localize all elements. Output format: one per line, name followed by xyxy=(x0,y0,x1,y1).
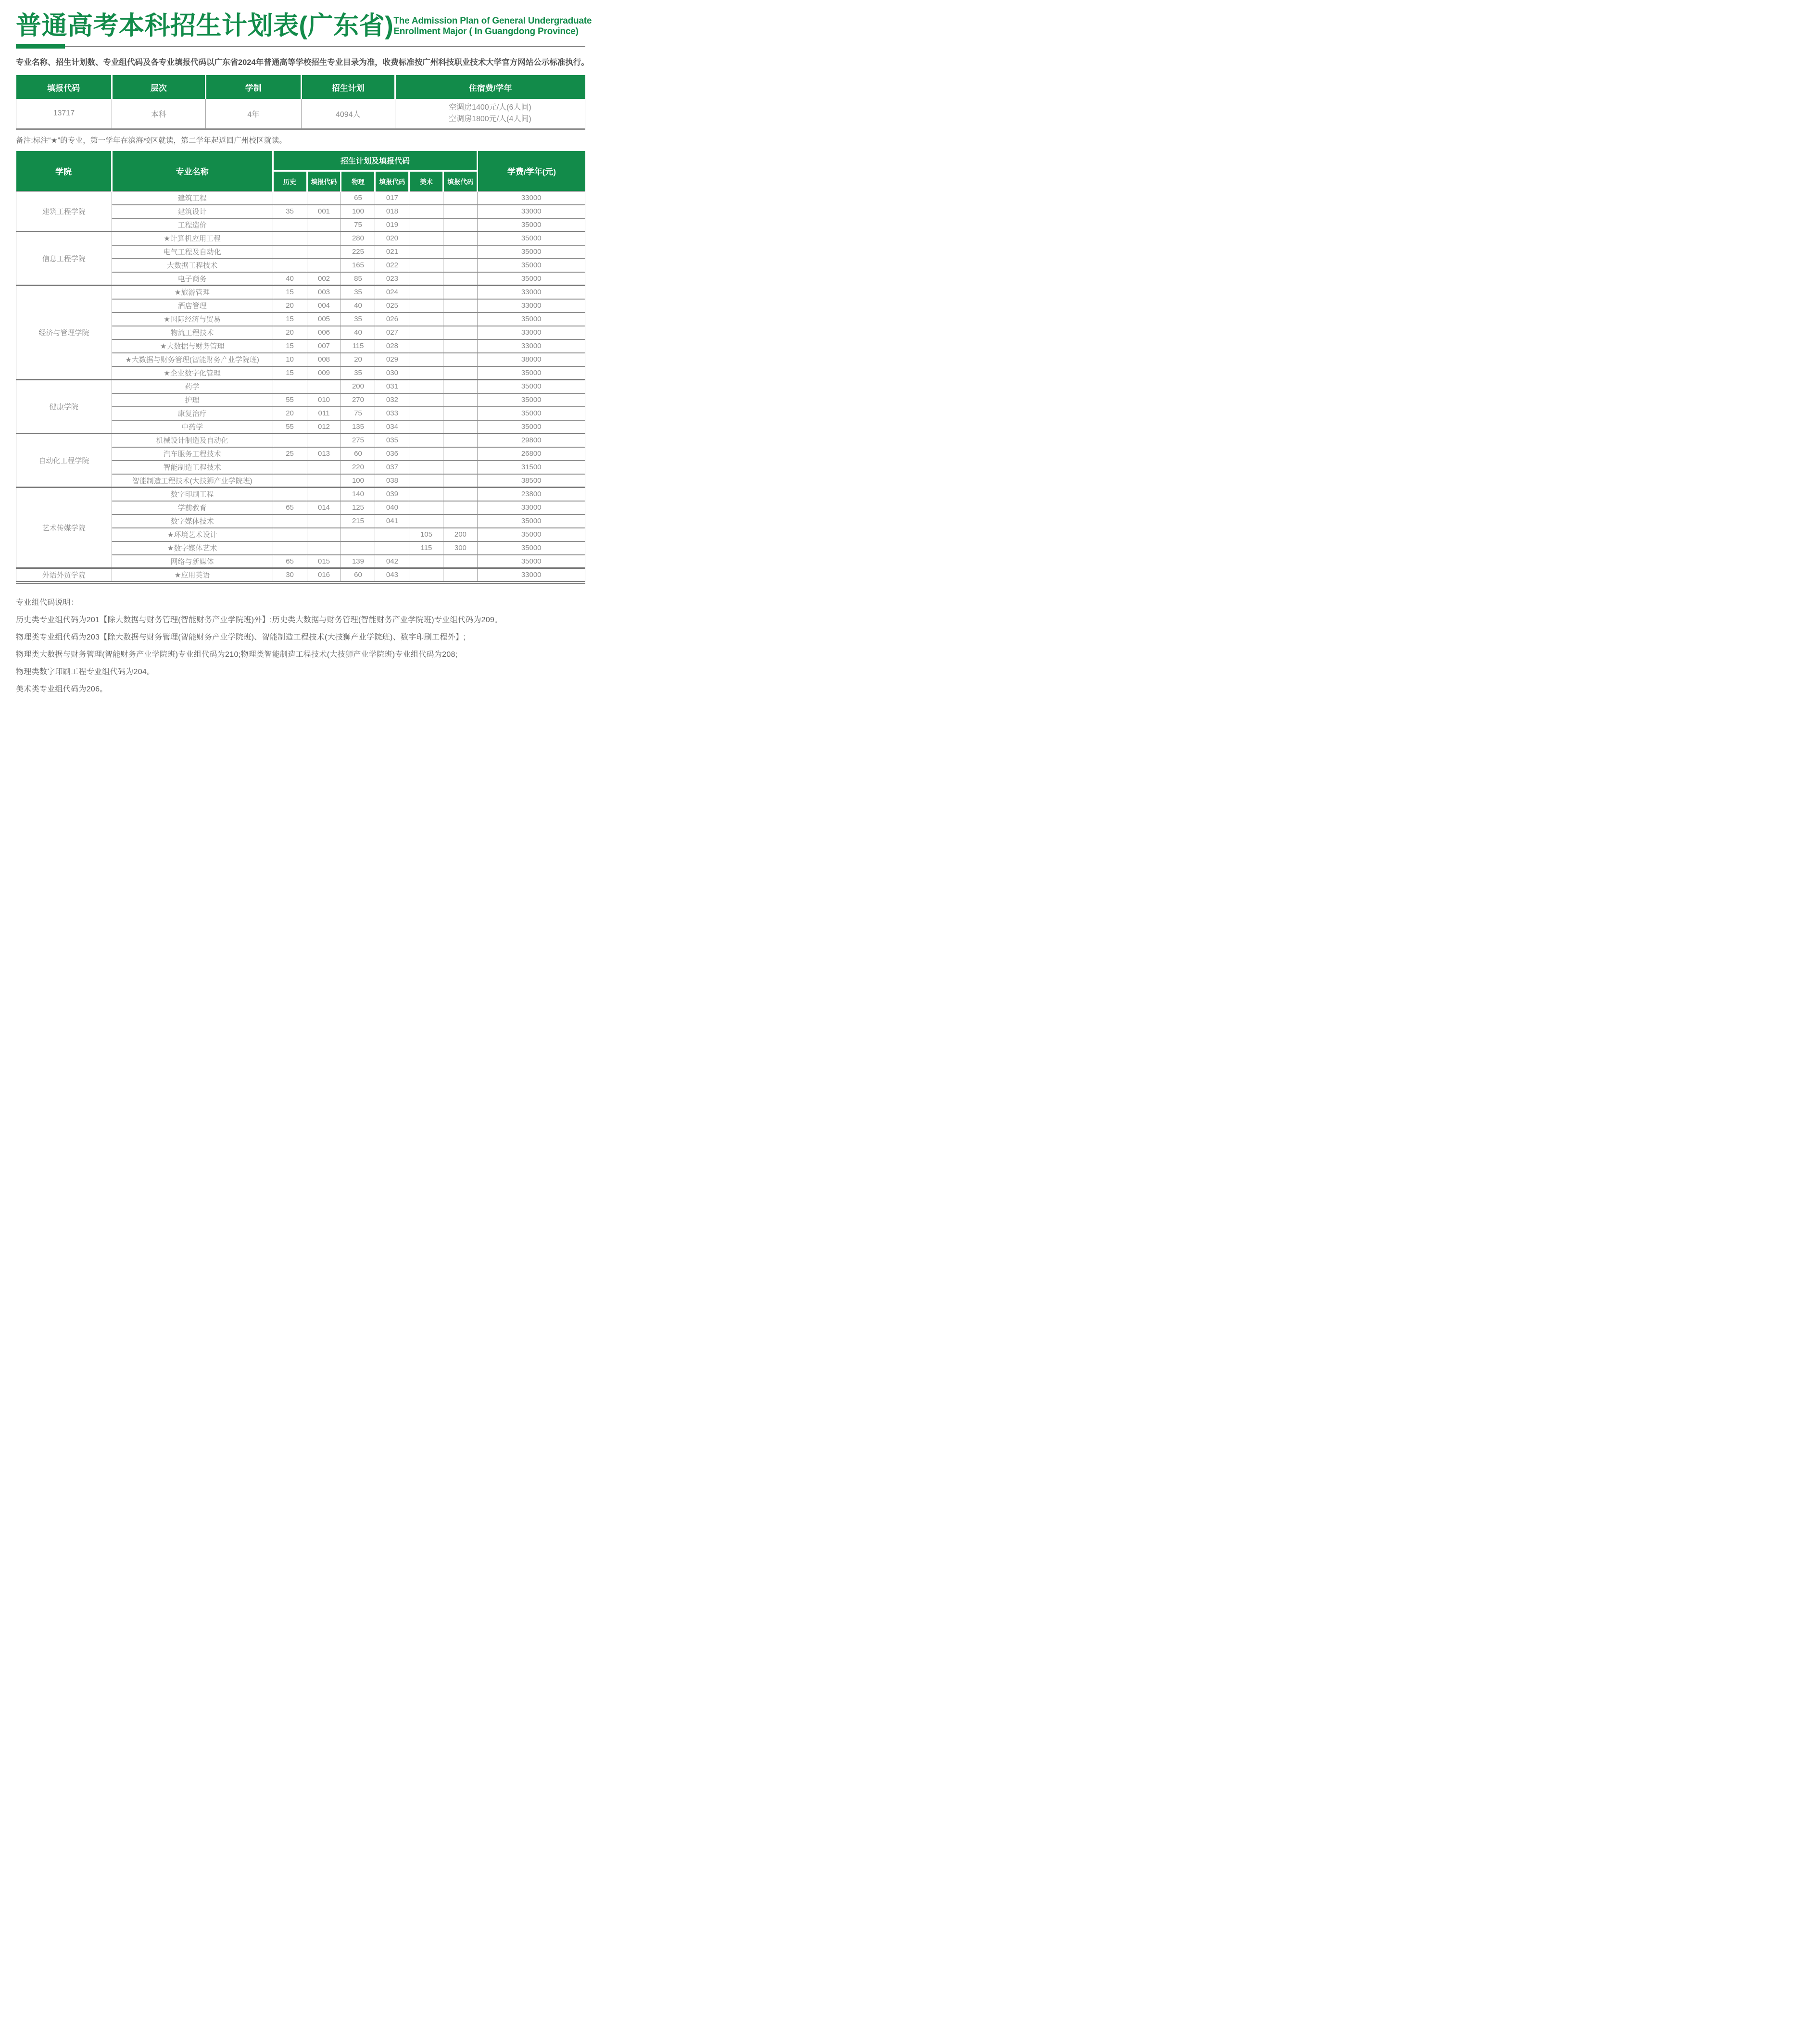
art-plan-cell xyxy=(409,555,443,568)
major-cell: 建筑工程 xyxy=(112,191,273,205)
summary-plan-cell: 4094人 xyxy=(301,99,395,129)
fee-cell: 35000 xyxy=(478,393,585,407)
art-plan-cell xyxy=(409,245,443,259)
header-major: 专业名称 xyxy=(112,151,273,191)
fee-cell: 33000 xyxy=(478,286,585,299)
summary-level-cell: 本科 xyxy=(112,99,205,129)
fee-cell: 35000 xyxy=(478,528,585,541)
history-plan-cell xyxy=(273,191,307,205)
physics-code-cell: 033 xyxy=(375,407,409,420)
physics-plan-cell: 225 xyxy=(341,245,375,259)
physics-code-cell: 027 xyxy=(375,326,409,339)
fee-cell: 33000 xyxy=(478,326,585,339)
summary-hostel-cell xyxy=(395,99,585,129)
art-code-cell xyxy=(443,420,478,434)
major-cell: 酒店管理 xyxy=(112,299,273,313)
college-cell: 自动化工程学院 xyxy=(16,434,112,488)
history-plan-cell: 20 xyxy=(273,299,307,313)
physics-plan-cell xyxy=(341,541,375,555)
art-code-cell xyxy=(443,514,478,528)
footnote-line-physics-print: 物理类数字印刷工程专业组代码为204。 xyxy=(16,668,155,677)
history-code-cell: 011 xyxy=(307,407,341,420)
physics-code-cell: 031 xyxy=(375,380,409,393)
art-code-cell xyxy=(443,245,478,259)
history-plan-cell: 30 xyxy=(273,568,307,583)
hostel-fee-line2: 空调房1800元/人(4人间) xyxy=(449,115,531,124)
art-plan-cell xyxy=(409,232,443,245)
history-code-cell xyxy=(307,434,341,447)
header-physics-code: 填报代码 xyxy=(375,171,409,191)
art-code-cell xyxy=(443,488,478,501)
history-plan-cell: 20 xyxy=(273,326,307,339)
art-code-cell xyxy=(443,461,478,474)
summary-table xyxy=(16,75,585,130)
physics-plan-cell: 60 xyxy=(341,568,375,583)
physics-plan-cell: 75 xyxy=(341,218,375,232)
art-plan-cell xyxy=(409,191,443,205)
major-cell: 建筑设计 xyxy=(112,205,273,218)
art-plan-cell xyxy=(409,447,443,461)
history-plan-cell: 15 xyxy=(273,339,307,353)
art-plan-cell xyxy=(409,420,443,434)
physics-code-cell: 032 xyxy=(375,393,409,407)
header-history: 历史 xyxy=(273,171,307,191)
art-plan-cell xyxy=(409,568,443,583)
history-code-cell: 015 xyxy=(307,555,341,568)
header-art-code: 填报代码 xyxy=(443,171,478,191)
art-code-cell xyxy=(443,474,478,488)
physics-code-cell: 038 xyxy=(375,474,409,488)
physics-code-cell: 018 xyxy=(375,205,409,218)
footnote-line-physics: 物理类专业组代码为203【除大数据与财务管理(智能财务产业学院班)、智能制造工程技术(大技狮产业学院班)、数字印刷工程外】; xyxy=(16,633,466,642)
art-plan-cell xyxy=(409,353,443,366)
history-plan-cell: 25 xyxy=(273,447,307,461)
summary-header-code: 填报代码 xyxy=(16,75,112,99)
art-code-cell xyxy=(443,447,478,461)
history-code-cell: 004 xyxy=(307,299,341,313)
history-code-cell: 002 xyxy=(307,272,341,286)
fee-cell: 35000 xyxy=(478,272,585,286)
major-cell: 网络与新媒体 xyxy=(112,555,273,568)
page-title-english-line2: Enrollment Major ( In Guangdong Province) xyxy=(393,26,579,37)
physics-code-cell: 040 xyxy=(375,501,409,514)
physics-plan-cell: 100 xyxy=(341,474,375,488)
major-cell: 电子商务 xyxy=(112,272,273,286)
hostel-fee-line1: 空调房1400元/人(6人间) xyxy=(449,103,531,112)
history-plan-cell: 10 xyxy=(273,353,307,366)
history-code-cell xyxy=(307,541,341,555)
page-header xyxy=(16,12,592,40)
footnote-line-history: 历史类专业组代码为201【除大数据与财务管理(智能财务产业学院班)外】;历史类大数据与财务管理(智能财务产业学院班)专业组代码为209。 xyxy=(16,616,503,625)
art-plan-cell xyxy=(409,393,443,407)
plan-row xyxy=(16,488,585,501)
physics-plan-cell: 165 xyxy=(341,259,375,272)
major-cell: ★数字媒体艺术 xyxy=(112,541,273,555)
art-plan-cell xyxy=(409,461,443,474)
major-cell: 电气工程及自动化 xyxy=(112,245,273,259)
art-plan-cell xyxy=(409,313,443,326)
physics-code-cell: 026 xyxy=(375,313,409,326)
history-plan-cell: 15 xyxy=(273,286,307,299)
art-code-cell xyxy=(443,434,478,447)
major-cell: 汽车服务工程技术 xyxy=(112,447,273,461)
plan-table-head xyxy=(16,151,585,191)
art-code-cell xyxy=(443,313,478,326)
college-cell: 艺术传媒学院 xyxy=(16,488,112,568)
physics-plan-cell: 100 xyxy=(341,205,375,218)
history-plan-cell xyxy=(273,461,307,474)
history-code-cell: 012 xyxy=(307,420,341,434)
history-plan-cell xyxy=(273,528,307,541)
plan-row xyxy=(16,286,585,299)
fee-cell: 23800 xyxy=(478,488,585,501)
physics-code-cell: 024 xyxy=(375,286,409,299)
footnote-line-art: 美术类专业组代码为206。 xyxy=(16,685,108,694)
history-code-cell xyxy=(307,380,341,393)
physics-code-cell: 022 xyxy=(375,259,409,272)
art-code-cell xyxy=(443,568,478,583)
summary-table-head xyxy=(16,75,585,99)
physics-plan-cell: 139 xyxy=(341,555,375,568)
fee-cell: 35000 xyxy=(478,366,585,380)
page-title: 普通高考本科招生计划表(广东省) xyxy=(16,12,394,40)
plan-row xyxy=(16,191,585,205)
physics-plan-cell: 140 xyxy=(341,488,375,501)
physics-code-cell: 023 xyxy=(375,272,409,286)
physics-plan-cell: 20 xyxy=(341,353,375,366)
history-plan-cell: 65 xyxy=(273,555,307,568)
physics-code-cell: 030 xyxy=(375,366,409,380)
art-plan-cell xyxy=(409,218,443,232)
physics-plan-cell: 35 xyxy=(341,313,375,326)
fee-cell: 33000 xyxy=(478,299,585,313)
plan-row xyxy=(16,568,585,583)
history-plan-cell: 65 xyxy=(273,501,307,514)
history-plan-cell: 55 xyxy=(273,420,307,434)
art-code-cell xyxy=(443,191,478,205)
remark-note: 备注:标注“★”的专业，第一学年在滨海校区就读，第二学年起返回广州校区就读。 xyxy=(16,136,287,145)
header-physics: 物理 xyxy=(341,171,375,191)
major-cell: 药学 xyxy=(112,380,273,393)
art-plan-cell xyxy=(409,272,443,286)
major-cell: 工程造价 xyxy=(112,218,273,232)
physics-plan-cell: 40 xyxy=(341,326,375,339)
physics-code-cell: 028 xyxy=(375,339,409,353)
physics-plan-cell: 200 xyxy=(341,380,375,393)
fee-cell: 35000 xyxy=(478,514,585,528)
fee-cell: 35000 xyxy=(478,541,585,555)
major-cell: ★计算机应用工程 xyxy=(112,232,273,245)
physics-plan-cell: 125 xyxy=(341,501,375,514)
plan-table xyxy=(16,151,585,584)
plan-row xyxy=(16,232,585,245)
art-code-cell xyxy=(443,286,478,299)
summary-header-hostel: 住宿费/学年 xyxy=(395,75,585,99)
major-cell: ★大数据与财务管理 xyxy=(112,339,273,353)
art-plan-cell xyxy=(409,434,443,447)
history-plan-cell: 35 xyxy=(273,205,307,218)
plan-row xyxy=(16,434,585,447)
footnote-title: 专业组代码说明： xyxy=(16,599,79,607)
art-plan-cell xyxy=(409,407,443,420)
physics-code-cell xyxy=(375,528,409,541)
physics-code-cell: 037 xyxy=(375,461,409,474)
history-plan-cell xyxy=(273,259,307,272)
physics-code-cell xyxy=(375,541,409,555)
header-college: 学院 xyxy=(16,151,112,191)
history-plan-cell: 15 xyxy=(273,366,307,380)
fee-cell: 35000 xyxy=(478,313,585,326)
physics-plan-cell: 75 xyxy=(341,407,375,420)
major-cell: ★环境艺术设计 xyxy=(112,528,273,541)
art-code-cell xyxy=(443,218,478,232)
major-cell: 康复治疗 xyxy=(112,407,273,420)
physics-code-cell: 042 xyxy=(375,555,409,568)
fee-cell: 26800 xyxy=(478,447,585,461)
art-code-cell xyxy=(443,272,478,286)
physics-code-cell: 021 xyxy=(375,245,409,259)
physics-code-cell: 041 xyxy=(375,514,409,528)
major-cell: 数字印刷工程 xyxy=(112,488,273,501)
admission-plan-page xyxy=(0,0,601,729)
art-plan-cell xyxy=(409,259,443,272)
fee-cell: 35000 xyxy=(478,420,585,434)
art-code-cell xyxy=(443,555,478,568)
art-code-cell xyxy=(443,366,478,380)
art-code-cell xyxy=(443,393,478,407)
fee-cell: 35000 xyxy=(478,218,585,232)
plan-row xyxy=(16,380,585,393)
physics-code-cell: 039 xyxy=(375,488,409,501)
history-code-cell: 010 xyxy=(307,393,341,407)
major-cell: 数字媒体技术 xyxy=(112,514,273,528)
art-code-cell xyxy=(443,299,478,313)
art-code-cell xyxy=(443,380,478,393)
history-plan-cell xyxy=(273,541,307,555)
major-cell: ★国际经济与贸易 xyxy=(112,313,273,326)
physics-code-cell: 020 xyxy=(375,232,409,245)
history-plan-cell xyxy=(273,245,307,259)
history-code-cell: 005 xyxy=(307,313,341,326)
history-plan-cell xyxy=(273,218,307,232)
physics-code-cell: 034 xyxy=(375,420,409,434)
history-code-cell xyxy=(307,259,341,272)
major-cell: 护理 xyxy=(112,393,273,407)
subtitle-note: 专业名称、招生计划数、专业组代码及各专业填报代码以广东省2024年普通高等学校招生专业目录为准，收费标准按广州科技职业技术大学官方网站公示标准执行。 xyxy=(16,58,589,67)
college-cell: 建筑工程学院 xyxy=(16,191,112,232)
art-code-cell xyxy=(443,501,478,514)
history-code-cell: 001 xyxy=(307,205,341,218)
header-plan-and-code-group: 招生计划及填报代码 xyxy=(273,151,478,171)
art-code-cell xyxy=(443,205,478,218)
history-code-cell: 014 xyxy=(307,501,341,514)
fee-cell: 35000 xyxy=(478,407,585,420)
physics-code-cell: 019 xyxy=(375,218,409,232)
physics-plan-cell: 280 xyxy=(341,232,375,245)
fee-cell: 33000 xyxy=(478,205,585,218)
art-plan-cell xyxy=(409,205,443,218)
physics-code-cell: 035 xyxy=(375,434,409,447)
art-plan-cell: 105 xyxy=(409,528,443,541)
history-code-cell: 013 xyxy=(307,447,341,461)
physics-plan-cell: 40 xyxy=(341,299,375,313)
summary-row xyxy=(16,99,585,129)
plan-table-body xyxy=(16,191,585,583)
art-code-cell xyxy=(443,407,478,420)
history-plan-cell: 55 xyxy=(273,393,307,407)
art-code-cell xyxy=(443,353,478,366)
history-code-cell xyxy=(307,232,341,245)
history-plan-cell: 40 xyxy=(273,272,307,286)
history-code-cell: 008 xyxy=(307,353,341,366)
header-history-code: 填报代码 xyxy=(307,171,341,191)
history-plan-cell xyxy=(273,232,307,245)
summary-code-cell: 13717 xyxy=(16,99,112,129)
art-plan-cell xyxy=(409,501,443,514)
physics-plan-cell: 35 xyxy=(341,366,375,380)
history-code-cell: 016 xyxy=(307,568,341,583)
history-code-cell xyxy=(307,514,341,528)
art-plan-cell xyxy=(409,299,443,313)
history-plan-cell: 20 xyxy=(273,407,307,420)
college-cell: 外语外贸学院 xyxy=(16,568,112,583)
art-code-cell: 300 xyxy=(443,541,478,555)
art-plan-cell xyxy=(409,488,443,501)
physics-plan-cell: 60 xyxy=(341,447,375,461)
physics-plan-cell: 270 xyxy=(341,393,375,407)
art-plan-cell xyxy=(409,326,443,339)
history-code-cell xyxy=(307,191,341,205)
art-plan-cell xyxy=(409,366,443,380)
history-code-cell xyxy=(307,245,341,259)
history-plan-cell xyxy=(273,514,307,528)
physics-plan-cell: 85 xyxy=(341,272,375,286)
history-plan-cell xyxy=(273,434,307,447)
physics-plan-cell: 215 xyxy=(341,514,375,528)
major-cell: ★旅游管理 xyxy=(112,286,273,299)
divider-accent-bar xyxy=(16,44,65,49)
fee-cell: 35000 xyxy=(478,259,585,272)
major-cell: 学前教育 xyxy=(112,501,273,514)
fee-cell: 33000 xyxy=(478,191,585,205)
fee-cell: 33000 xyxy=(478,501,585,514)
art-plan-cell xyxy=(409,339,443,353)
physics-code-cell: 036 xyxy=(375,447,409,461)
history-code-cell xyxy=(307,218,341,232)
header-fee: 学费/学年(元) xyxy=(478,151,585,191)
fee-cell: 35000 xyxy=(478,232,585,245)
major-cell: 中药学 xyxy=(112,420,273,434)
page-title-english-line1: The Admission Plan of General Undergraduate xyxy=(393,16,592,26)
major-cell: ★应用英语 xyxy=(112,568,273,583)
fee-cell: 33000 xyxy=(478,339,585,353)
major-cell: 智能制造工程技术(大技狮产业学院班) xyxy=(112,474,273,488)
art-code-cell xyxy=(443,326,478,339)
header-art: 美术 xyxy=(409,171,443,191)
history-plan-cell xyxy=(273,380,307,393)
summary-header-plan: 招生计划 xyxy=(301,75,395,99)
major-cell: 物流工程技术 xyxy=(112,326,273,339)
art-plan-cell xyxy=(409,286,443,299)
footnotes xyxy=(16,596,585,694)
history-plan-cell: 15 xyxy=(273,313,307,326)
history-code-cell: 003 xyxy=(307,286,341,299)
physics-plan-cell: 115 xyxy=(341,339,375,353)
history-plan-cell xyxy=(273,474,307,488)
major-cell: 机械设计制造及自动化 xyxy=(112,434,273,447)
physics-plan-cell xyxy=(341,528,375,541)
divider-rule xyxy=(65,46,585,47)
summary-header-level: 层次 xyxy=(112,75,205,99)
history-code-cell: 006 xyxy=(307,326,341,339)
art-plan-cell xyxy=(409,474,443,488)
history-code-cell xyxy=(307,528,341,541)
physics-code-cell: 025 xyxy=(375,299,409,313)
physics-code-cell: 043 xyxy=(375,568,409,583)
footnote-line-physics-special: 物理类大数据与财务管理(智能财务产业学院班)专业组代码为210;物理类智能制造工程技术(大技狮产业学院班)专业组代码为208; xyxy=(16,651,458,659)
art-plan-cell xyxy=(409,514,443,528)
summary-header-duration: 学制 xyxy=(205,75,301,99)
art-plan-cell: 115 xyxy=(409,541,443,555)
history-code-cell xyxy=(307,488,341,501)
history-code-cell: 009 xyxy=(307,366,341,380)
physics-plan-cell: 135 xyxy=(341,420,375,434)
major-cell: ★大数据与财务管理(智能财务产业学院班) xyxy=(112,353,273,366)
major-cell: ★企业数字化管理 xyxy=(112,366,273,380)
fee-cell: 33000 xyxy=(478,568,585,583)
art-plan-cell xyxy=(409,380,443,393)
title-divider xyxy=(16,44,585,49)
physics-plan-cell: 220 xyxy=(341,461,375,474)
art-code-cell xyxy=(443,232,478,245)
physics-code-cell: 029 xyxy=(375,353,409,366)
fee-cell: 38500 xyxy=(478,474,585,488)
fee-cell: 35000 xyxy=(478,245,585,259)
fee-cell: 31500 xyxy=(478,461,585,474)
fee-cell: 29800 xyxy=(478,434,585,447)
history-code-cell xyxy=(307,461,341,474)
physics-plan-cell: 35 xyxy=(341,286,375,299)
fee-cell: 35000 xyxy=(478,555,585,568)
art-code-cell xyxy=(443,259,478,272)
fee-cell: 38000 xyxy=(478,353,585,366)
college-cell: 信息工程学院 xyxy=(16,232,112,286)
art-code-cell xyxy=(443,339,478,353)
college-cell: 健康学院 xyxy=(16,380,112,434)
college-cell: 经济与管理学院 xyxy=(16,286,112,380)
history-code-cell xyxy=(307,474,341,488)
art-code-cell: 200 xyxy=(443,528,478,541)
history-plan-cell xyxy=(273,488,307,501)
history-code-cell: 007 xyxy=(307,339,341,353)
physics-plan-cell: 275 xyxy=(341,434,375,447)
major-cell: 智能制造工程技术 xyxy=(112,461,273,474)
fee-cell: 35000 xyxy=(478,380,585,393)
physics-plan-cell: 65 xyxy=(341,191,375,205)
page-title-english xyxy=(393,16,592,39)
summary-duration-cell: 4年 xyxy=(205,99,301,129)
physics-code-cell: 017 xyxy=(375,191,409,205)
major-cell: 大数据工程技术 xyxy=(112,259,273,272)
